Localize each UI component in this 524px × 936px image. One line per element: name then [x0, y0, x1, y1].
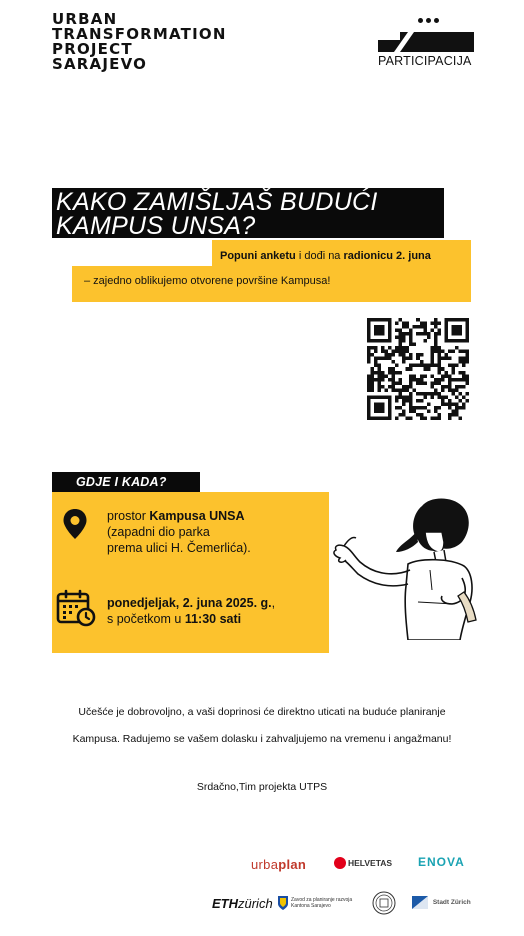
urbaplan-logo-a: urba: [251, 857, 279, 872]
helvetas-mark-icon: [334, 857, 346, 869]
subtitle-line-1: [220, 250, 431, 262]
eth-label-a: ETH: [212, 896, 238, 911]
location-line-2: (zapadni dio parka: [107, 525, 210, 539]
helvetas-label: HELVETAS: [348, 858, 393, 868]
qr-code-icon[interactable]: [367, 318, 469, 420]
location-pin-icon: [62, 508, 88, 540]
participacija-label: PARTICIPACIJA: [378, 54, 472, 68]
urbaplan-logo: [251, 857, 306, 872]
subtitle-connector: i dođi na: [295, 250, 344, 262]
brand-line: URBAN: [52, 10, 118, 28]
brand-wordmark: [52, 12, 227, 72]
location-line-3: prema ulici H. Čemerlića).: [107, 541, 251, 555]
date-bold: ponedjeljak, 2. juna 2025. g.: [107, 596, 272, 610]
brand-line: PROJECT: [52, 40, 133, 58]
date-time-prefix: s početkom u: [107, 612, 185, 626]
helvetas-logo: [334, 857, 392, 873]
slash-bar-icon: [378, 32, 474, 52]
zavod-logo: [278, 894, 368, 916]
urbaplan-logo-b: plan: [278, 857, 307, 872]
university-seal-icon: [372, 891, 396, 915]
crest-icon: [278, 896, 288, 910]
calendar-clock-icon: [56, 589, 96, 627]
eth-zurich-logo: [212, 896, 273, 911]
where-when-tab: GDJE I KADA?: [52, 472, 200, 492]
person-illustration: [330, 492, 480, 640]
participacija-logo: [378, 8, 474, 68]
stadt-zurich-label: Stadt Zürich: [432, 899, 471, 906]
brand-line: TRANSFORMATION: [52, 25, 227, 43]
stadt-zurich-mark-icon: [412, 896, 428, 909]
date-text: [107, 595, 275, 627]
dots-icon: [418, 8, 448, 14]
date-time-bold: 11:30 sati: [184, 612, 242, 626]
brand-line: SARAJEVO: [52, 55, 148, 73]
headline-line: KAKO ZAMIŠLJAŠ BUDUĆI: [56, 188, 378, 216]
body-line-1: Učešće je dobrovoljno, a vaši doprinosi će direktno uticati na buduće planiranje: [78, 706, 446, 718]
subtitle-bold-workshop: radionicu 2. juna: [343, 250, 431, 262]
location-text: [107, 508, 251, 556]
zavod-label: Zavod za planiranje razvoja Kantona Sarajevo: [291, 897, 353, 909]
signature: Srdačno,Tim projekta UTPS: [196, 781, 328, 793]
qr-modules: [367, 318, 469, 420]
body-line-2: Kampusa. Radujemo se vašem dolasku i zahvaljujemo na vremenu i angažmanu!: [72, 733, 452, 745]
subtitle-line-2: – zajedno oblikujemo otvorene površine Kampusa!: [84, 275, 331, 287]
eth-label-b: zürich: [238, 896, 273, 911]
stadt-zurich-logo: [412, 896, 471, 909]
location-bold: Kampusa UNSA: [149, 509, 245, 523]
headline-banner: [52, 188, 444, 238]
location-prefix: prostor: [107, 509, 150, 523]
headline-line: KAMPUS UNSA?: [56, 212, 256, 240]
enova-logo: ENOVA: [418, 855, 465, 869]
subtitle-bold-survey: Popuni anketu: [220, 250, 296, 262]
date-comma: ,: [271, 596, 276, 610]
